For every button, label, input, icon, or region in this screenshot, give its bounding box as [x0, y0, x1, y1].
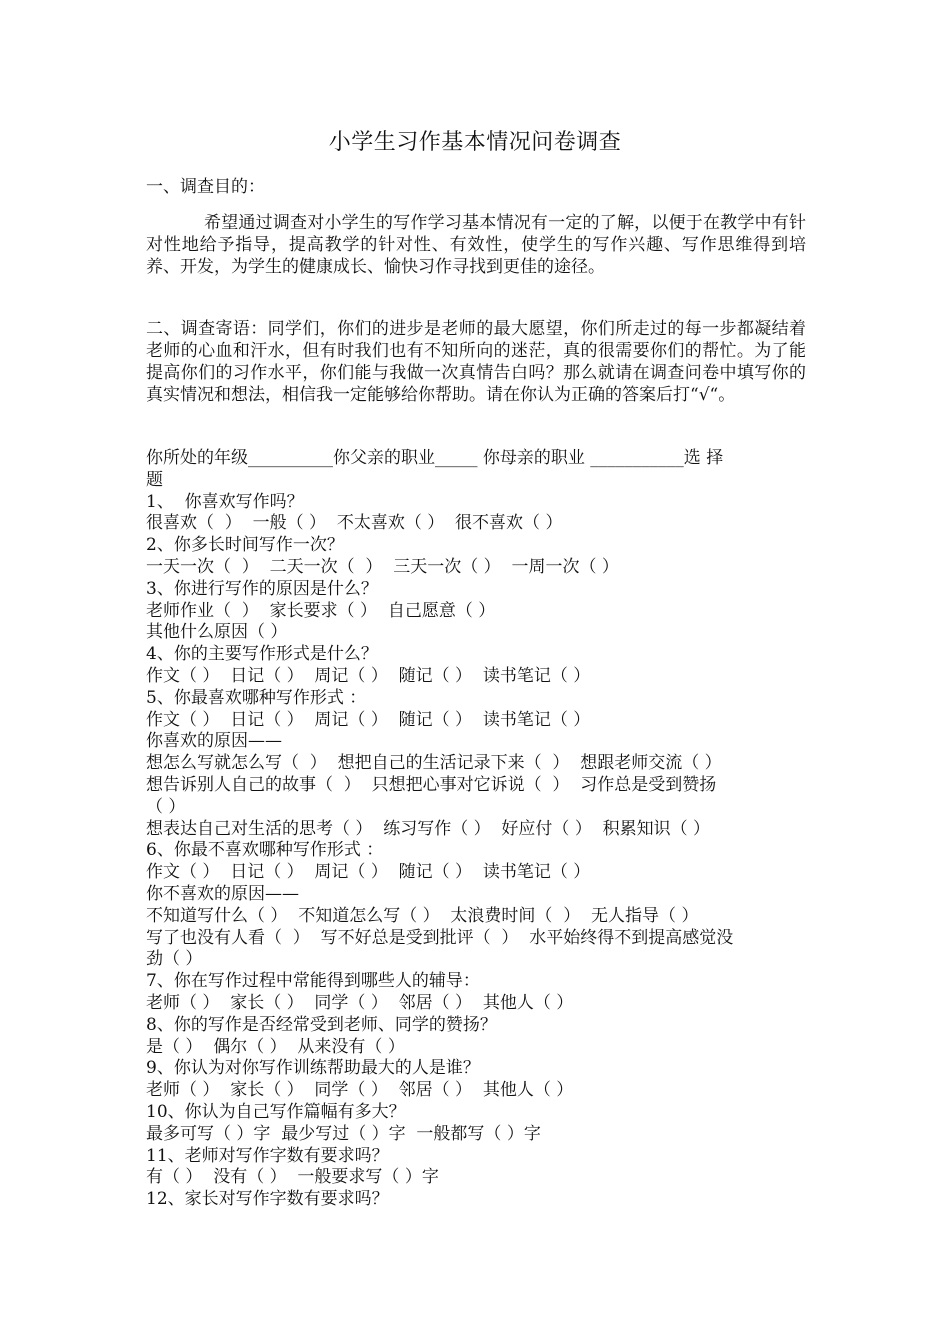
answer-line: 一天一次（ ） 二天一次（ ） 三天一次（ ） 一周一次（ ）: [146, 556, 619, 577]
answer-line: 写了也没有人看（ ） 写不好总是受到批评（ ） 水平始终得不到提高感觉没: [146, 927, 734, 948]
answer-line: 老师（ ） 家长（ ） 同学（ ） 邻居（ ） 其他人（ ）: [146, 992, 574, 1013]
answer-line: 其他什么原因（ ）: [146, 622, 288, 643]
answer-line: 作文（ ） 日记（ ） 周记（ ） 随记（ ） 读书笔记（ ）: [146, 709, 591, 730]
question-line: 1、 你喜欢写作吗？: [146, 491, 304, 512]
question-line: 11、老师对写作字数有要求吗？: [146, 1145, 389, 1166]
answer-line: （ ）: [146, 796, 186, 817]
answer-line: 老师（ ） 家长（ ） 同学（ ） 邻居（ ） 其他人（ ）: [146, 1080, 574, 1101]
message-paragraph: 二、调查寄语：同学们，你们的进步是老师的最大愿望，你们所走过的每一步都凝结着老师的心血和汗水，但有时我们也有不知所向的迷茫，真的很需要你们的帮忙。为了能提高你们的习作水平，你们能与我做一次真情告白吗？那么就请在调查问卷中填写你的真实情况和想法，相信我一定能够给你帮助。请在你认为正确的答案后打“√“。: [146, 319, 806, 405]
question-line: 6、你最不喜欢哪种写作形式 ：: [146, 840, 384, 861]
questionnaire-body: [146, 448, 806, 1211]
answer-line: 想告诉别人自己的故事（ ） 只想把心事对它诉说（ ） 习作总是受到赞扬: [146, 774, 717, 795]
question-line: 5、你最喜欢哪种写作形式 ：: [146, 687, 367, 708]
question-line: 9、你认为对你写作训练帮助最大的人是谁？: [146, 1058, 480, 1079]
document-title: 小学生习作基本情况问卷调查: [328, 130, 622, 155]
question-line: 题: [146, 469, 163, 490]
info-line: 你所处的年级__________你父亲的职业_____ 你母亲的职业 ___________选 择: [146, 448, 724, 468]
purpose-paragraph: 希望通过调查对小学生的写作学习基本情况有一定的了解，以便于在教学中有针对性地给予指导，提高教学的针对性、有效性，使学生的写作兴趣、写作思维得到培养、开发，为学生的健康成长、愉快习作寻找到更佳的途径。: [146, 213, 806, 277]
question-line: 2、你多长时间写作一次？: [146, 535, 344, 556]
question-line: 7、你在写作过程中常能得到哪些人的辅导：: [146, 971, 480, 992]
answer-line: 有（ ） 没有（ ） 一般要求写（ ）字: [146, 1167, 439, 1188]
answer-line: 很喜欢（ ） 一般（ ） 不太喜欢（ ） 很不喜欢（ ）: [146, 513, 563, 534]
question-line: 12、家长对写作字数有要求吗？: [146, 1189, 389, 1210]
question-line: 你不喜欢的原因——: [146, 883, 299, 904]
question-line: 你喜欢的原因——: [146, 731, 282, 752]
answer-line: 想表达自己对生活的思考（ ） 练习写作（ ） 好应付（ ） 积累知识（ ）: [146, 818, 711, 839]
question-line: 4、你的主要写作形式是什么？: [146, 644, 378, 665]
question-line: 3、你进行写作的原因是什么？: [146, 578, 378, 599]
answer-line: 作文（ ） 日记（ ） 周记（ ） 随记（ ） 读书笔记（ ）: [146, 665, 591, 686]
answer-line: 最多可写（ ）字 最少写过（ ）字 一般都写（ ）字: [146, 1123, 541, 1144]
answer-line: 是（ ） 偶尔（ ） 从来没有（ ）: [146, 1036, 405, 1057]
question-line: 10、你认为自己写作篇幅有多大？: [146, 1101, 406, 1122]
answer-line: 劲（ ）: [146, 949, 203, 970]
answer-line: 老师作业（ ） 家长要求（ ） 自己愿意（ ）: [146, 600, 496, 621]
answer-line: 作文（ ） 日记（ ） 周记（ ） 随记（ ） 读书笔记（ ）: [146, 862, 591, 883]
answer-line: 不知道写什么（ ） 不知道怎么写（ ） 太浪费时间（ ） 无人指导（ ）: [146, 905, 699, 926]
question-line: 8、你的写作是否经常受到老师、同学的赞扬？: [146, 1014, 497, 1035]
section-heading-purpose: 一、调查目的：: [146, 177, 265, 197]
answer-line: 想怎么写就怎么写（ ） 想把自己的生活记录下来（ ） 想跟老师交流（ ）: [146, 753, 722, 774]
